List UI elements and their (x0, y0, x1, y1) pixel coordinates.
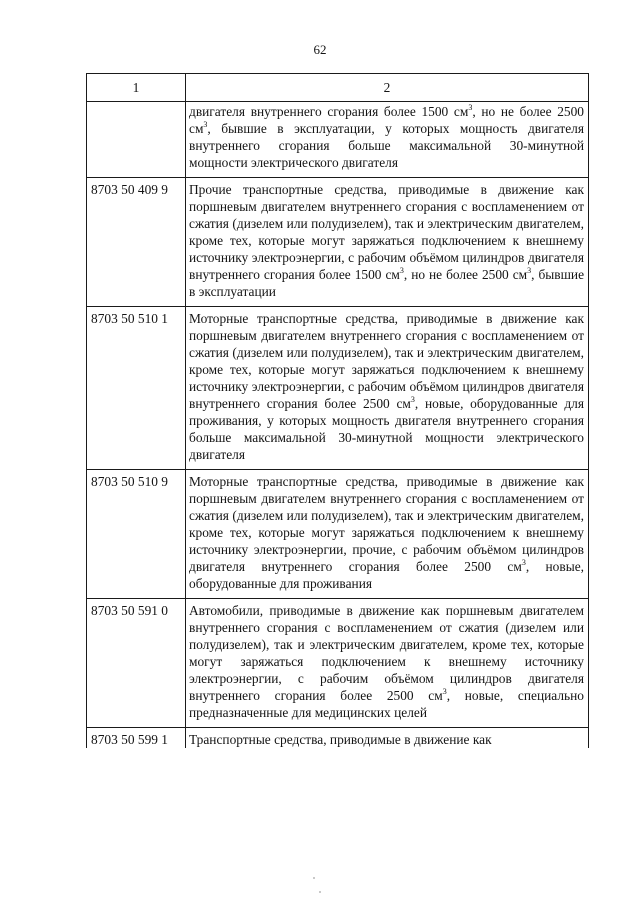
commodity-description: Автомобили, приводимые в движение как поршневым двигателем внутреннего сгорания с воспламенением от сжатия (дизелем или полудизелем), так и электрическим двигателем, кроме тех, которые могут заряжаться подключением к внешнему источнику электроэнергии, с рабочим объёмом цилиндров двигателя внутреннего сгорания более 2500 $см^3$, новые, специально предназначенные для медицинских целей (186, 599, 589, 728)
table-row (87, 307, 589, 470)
commodity-description: Моторные транспортные средства, приводимые в движение как поршневым двигателем внутреннего сгорания с воспламенением от сжатия (дизелем или полудизелем), так и электрическим двигателем, кроме тех, которые могут заряжаться подключением к внешнему источнику электроэнергии, с рабочим объёмом цилиндров двигателя внутреннего сгорания более 2500 $см^3$, новые, оборудованные для проживания, у которых мощность двигателя внутреннего сгорания больше максимальной 30-минутной мощности электрического двигателя (186, 307, 589, 470)
commodity-description: Транспортные средства, приводимые в движение как (186, 728, 589, 749)
table-header-row (87, 74, 589, 102)
commodity-code: 8703 50 409 9 (87, 178, 186, 307)
commodity-description: Моторные транспортные средства, приводимые в движение как поршневым двигателем внутреннего сгорания с воспламенением от сжатия (дизелем или полудизелем), так и электрическим двигателем, кроме тех, которые могут заряжаться подключением к внешнему источнику электроэнергии, прочие, с рабочим объёмом цилиндров двигателя внутреннего сгорания более 2500 $см^3$, новые, оборудованные для проживания (186, 470, 589, 599)
commodity-description: двигателя внутреннего сгорания более 1500 $см^3$, но не более 2500 $см^3$, бывшие в эксплуатации, у которых мощность двигателя внутреннего сгорания больше максимальной 30-минутной мощности электрического двигателя (186, 102, 589, 178)
scan-speck (319, 891, 321, 893)
table-row (87, 728, 589, 749)
table-row (87, 470, 589, 599)
commodity-code (87, 102, 186, 178)
table-row (87, 178, 589, 307)
table-row (87, 599, 589, 728)
commodity-code: 8703 50 510 9 (87, 470, 186, 599)
column-header-2: 2 (186, 74, 589, 102)
table-row (87, 102, 589, 178)
column-header-1: 1 (87, 74, 186, 102)
commodity-code: 8703 50 510 1 (87, 307, 186, 470)
page-number: 62 (313, 42, 327, 57)
commodity-description: Прочие транспортные средства, приводимые в движение как поршневым двигателем внутреннего сгорания с воспламенением от сжатия (дизелем или полудизелем), так и электрическим двигателем, кроме тех, которые могут заряжаться подключением к внешнему источнику электроэнергии, с рабочим объёмом цилиндров двигателя внутреннего сгорания более 1500 $см^3$, но не более 2500 $см^3$, бывшие в эксплуатации (186, 178, 589, 307)
commodity-code: 8703 50 591 0 (87, 599, 186, 728)
tariff-table (86, 73, 589, 748)
scan-speck (313, 877, 315, 879)
commodity-code: 8703 50 599 1 (87, 728, 186, 749)
